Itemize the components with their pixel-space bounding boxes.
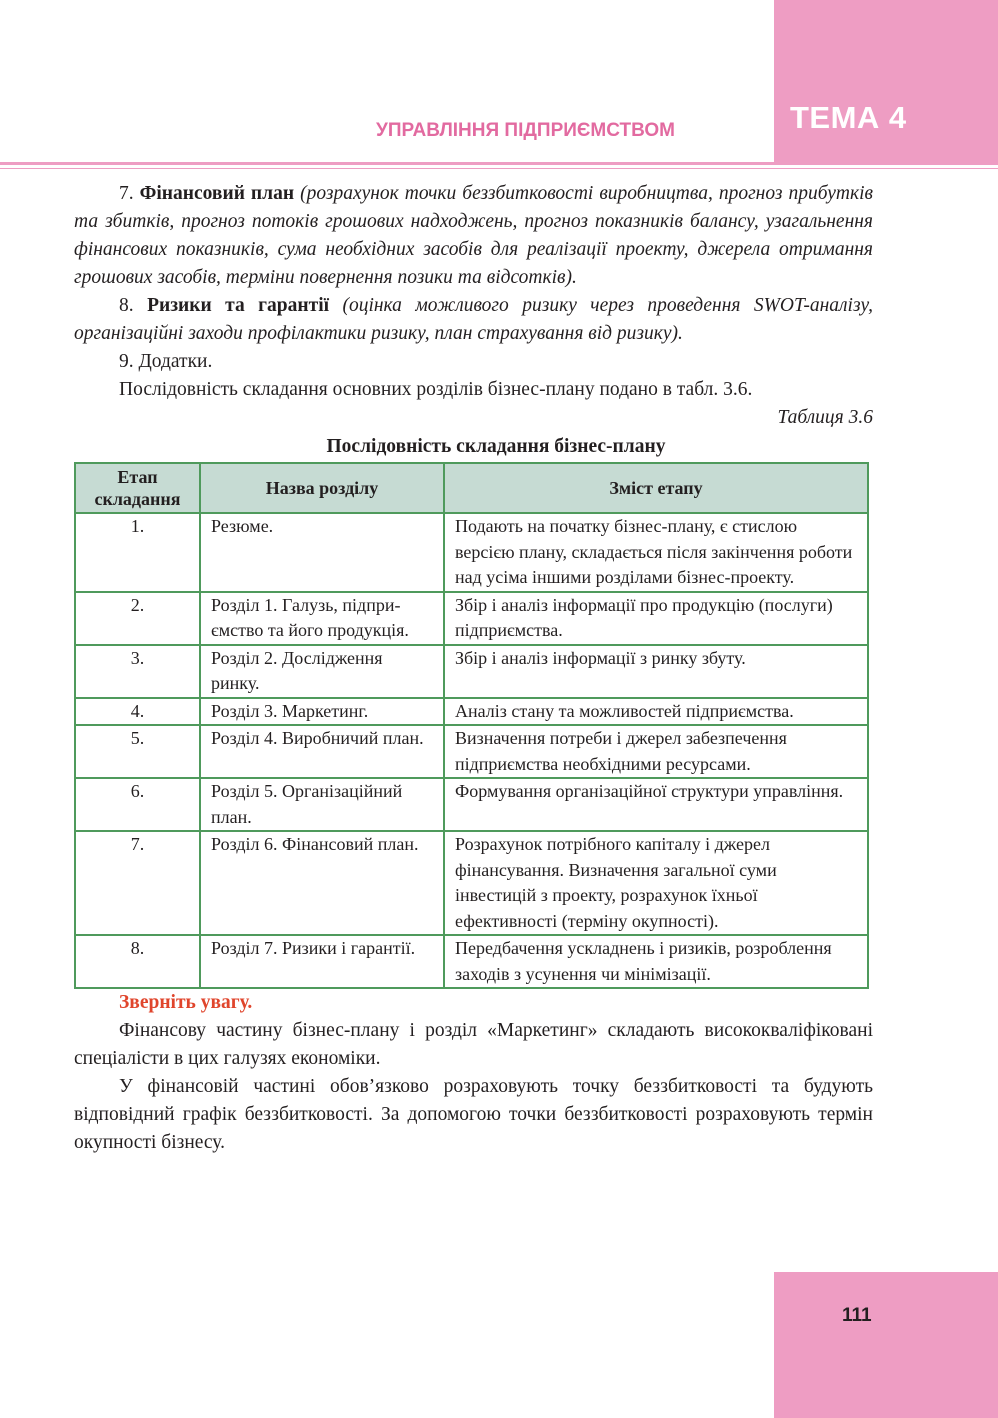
table-row: 3. Розділ 2. Дослідження ринку. Збір і аналіз інформації з ринку збуту. [75,645,868,698]
item-7-paragraph: 7. Фінансовий план (розрахунок точки беззбитковості виробництва, прогноз прибутків та збитків, прогноз потоків грошових надходжень, прогноз показників балансу, узагальнення фінансових показників, сума необхідних засобів для реалізації проекту, джерела отримання грошових засобів, терміни повернення позики та відсотків). [74,183,873,288]
table-row: 5. Розділ 4. Виробничий план. Визначення потреби і джерел забезпечення підприємства необхідними ресурсами. [75,725,868,778]
section-title: УПРАВЛІННЯ ПІДПРИЄМСТВОМ [376,120,675,141]
table-header-row [75,463,868,513]
table-row: 6. Розділ 5. Організаційний план. Формування організаційної структури управління. [75,778,868,831]
column-header-section: Назва розділу [200,463,444,513]
header-divider-thin [0,168,998,169]
item-8-paragraph: 8. Ризики та гарантії (оцінка можливого ризику через проведення SWOT-аналізу, організаційні заходи профілактики ризику, план страхування від ризику). [74,295,873,344]
item-8-details: (оцінка можливого ризику через проведення SWOT-аналізу, організаційні заходи профілактики ризику, план страхування від ризику). [74,295,873,344]
column-header-stage: Етап складання [75,463,200,513]
header-divider [0,162,998,165]
item-8-title: Ризики та гарантії [147,295,330,316]
item-9-paragraph: 9. Додатки. [119,351,213,372]
column-header-content: Зміст етапу [444,463,868,513]
page-content [74,180,873,1157]
topic-label: ТЕМА 4 [790,100,907,135]
note-paragraph-2: У фінансовій частині обов’язково розраховують точку беззбитковості та будують відповідний графік беззбитковості. За допомогою точки беззбитковості розраховують термін окупності бізнесу. [74,1076,873,1153]
topic-tab [774,0,998,162]
item-7-details: (розрахунок точки беззбитковості виробництва, прогноз прибутків та збитків, прогноз потоків грошових надходжень, прогноз показників балансу, узагальнення фінансових показників, сума необхідних засобів для реалізації проекту, джерела отримання грошових засобів, терміни повернення позики та відсотків). [74,183,873,288]
table-caption: Таблиця 3.6 [777,407,873,428]
table-title: Послідовність складання бізнес-плану [326,436,666,457]
item-7-title: Фінансовий план [139,183,295,204]
table-row: 2. Розділ 1. Галузь, підпри-ємство та його продукція. Збір і аналіз інформації про продукцію (послуги) підприємства. [75,592,868,645]
business-plan-table [74,462,869,989]
table-row: 1. Резюме. Подають на початку бізнес-плану, є стислою версією плану, складається після закінчення роботи над усіма іншими розділами бізнес-проекту. [75,513,868,592]
intro-paragraph: Послідовність складання основних розділів бізнес-плану подано в табл. 3.6. [119,379,753,400]
table-row: 8. Розділ 7. Ризики і гарантії. Передбачення ускладнень і ризиків, розроблення заходів з усунення чи мінімізації. [75,935,868,988]
attention-heading: Зверніть увагу. [119,992,253,1013]
page-number-tab [774,1272,998,1418]
table-row: 4. Розділ 3. Маркетинг. Аналіз стану та можливостей підприємства. [75,698,868,726]
page-number: 111 [842,1305,872,1326]
note-paragraph-1: Фінансову частину бізнес-плану і розділ «Маркетинг» складають висококваліфіковані спеціалісти в цих галузях економіки. [74,1020,873,1069]
table-row: 7. Розділ 6. Фінансовий план. Розрахунок потрібного капіталу і джерел фінансування. Визначення загальної суми інвестицій з проекту, розрахунок їхньої ефективності (терміну окупності). [75,831,868,935]
